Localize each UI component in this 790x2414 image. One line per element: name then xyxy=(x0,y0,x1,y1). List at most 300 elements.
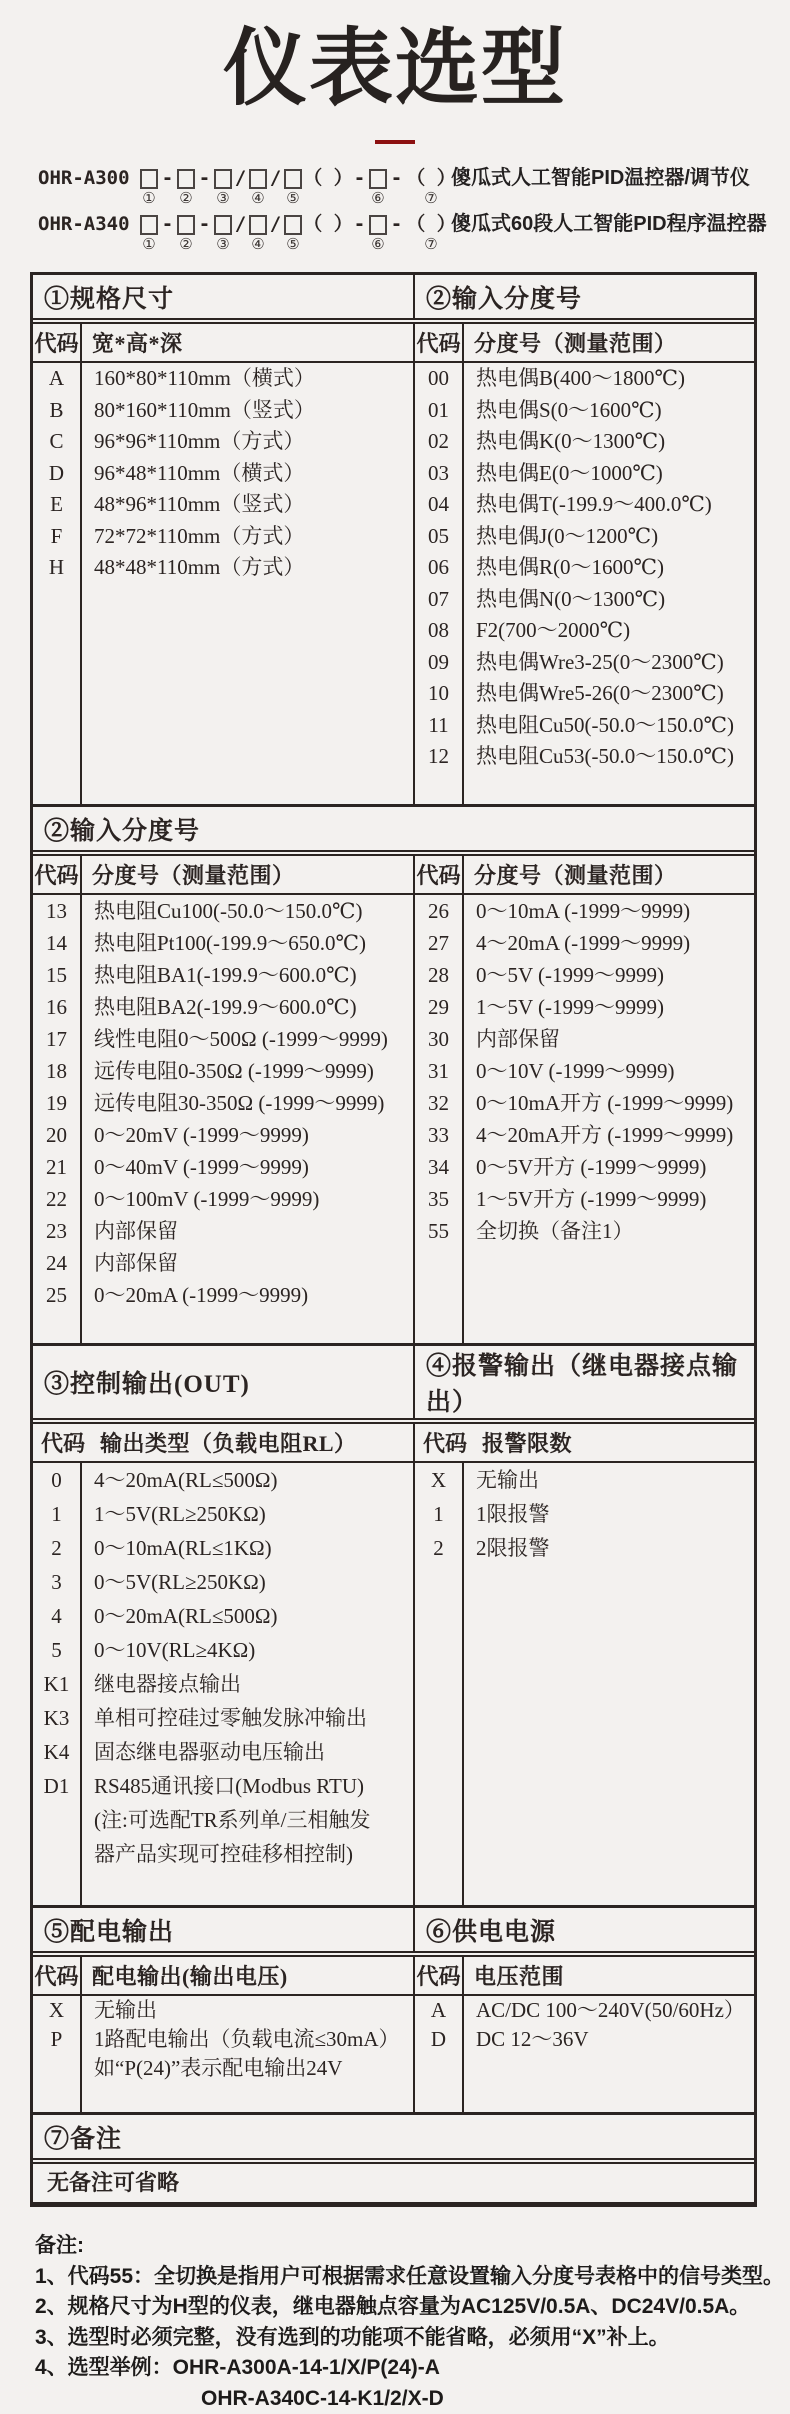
table-row xyxy=(33,1565,413,1599)
row-value xyxy=(82,1151,413,1183)
section-title-row xyxy=(33,275,754,320)
table-block xyxy=(30,272,757,807)
code-box-slot xyxy=(138,212,160,254)
subtable-left xyxy=(33,856,413,1343)
table-row xyxy=(415,647,754,679)
option-box xyxy=(177,169,195,189)
row-value-line: 热电偶Wre3-25(0～2300℃) xyxy=(476,649,724,674)
row-value-line: AC/DC 100～240V(50/60Hz） xyxy=(476,1998,745,2023)
row-value xyxy=(82,1633,413,1667)
table-row xyxy=(415,1497,754,1531)
row-value xyxy=(82,1183,413,1215)
row-value xyxy=(464,1119,754,1151)
rows xyxy=(33,363,413,804)
section-title: ⑥供电电源 xyxy=(413,1908,754,1951)
row-code: 03 xyxy=(415,458,464,490)
table-row xyxy=(415,1183,754,1215)
table-row xyxy=(33,895,413,927)
table-row xyxy=(415,1119,754,1151)
position-number: ⑥ xyxy=(371,191,385,208)
table-row xyxy=(415,552,754,584)
subtable-right xyxy=(413,856,754,1343)
row-code: 1 xyxy=(415,1497,464,1531)
option-box xyxy=(249,169,267,189)
section-title-row xyxy=(33,2115,754,2160)
table-row xyxy=(415,1215,754,1247)
row-value xyxy=(464,1497,754,1531)
row-value-line: 1～5V开方 (-1999～9999) xyxy=(476,1187,707,1212)
row-value-line: 热电偶E(0～1000℃) xyxy=(476,460,663,485)
row-value xyxy=(82,489,413,521)
row-code: 15 xyxy=(33,959,82,991)
row-value xyxy=(82,1119,413,1151)
row-code xyxy=(415,2054,464,2112)
table-row xyxy=(415,584,754,616)
empty-space xyxy=(415,1565,754,1905)
row-code: 0 xyxy=(33,1463,82,1497)
row-value-line: 热电偶R(0～1600℃) xyxy=(476,555,664,580)
option-box xyxy=(177,215,195,235)
row-value xyxy=(82,1087,413,1119)
table-row xyxy=(415,959,754,991)
row-value xyxy=(464,1151,754,1183)
row-value xyxy=(464,1247,754,1343)
row-value xyxy=(464,426,754,458)
row-value-line: 热电偶J(0～1200℃) xyxy=(476,523,659,548)
row-value-line: 热电阻BA1(-199.9～600.0℃) xyxy=(94,963,357,988)
table-row xyxy=(33,1497,413,1531)
row-code: P xyxy=(33,2025,82,2083)
row-value-line: 0～5V(RL≥250KΩ) xyxy=(94,1570,266,1595)
row-code xyxy=(33,1871,82,1905)
row-code: H xyxy=(33,552,82,584)
row-value-line: 无输出 xyxy=(476,1468,539,1493)
row-value xyxy=(464,1565,754,1905)
table-row xyxy=(33,1769,413,1871)
row-value xyxy=(464,458,754,490)
table-row xyxy=(33,1215,413,1247)
row-value-line: 内部保留 xyxy=(94,1251,178,1276)
col-header-code: 代码 xyxy=(415,856,464,893)
row-value xyxy=(464,1183,754,1215)
table-row xyxy=(33,552,413,584)
table-row xyxy=(33,1701,413,1735)
table-row xyxy=(33,1183,413,1215)
model-description: 傻瓜式人工智能PID温控器/调节仪 xyxy=(451,167,750,190)
note-item: 4、选型举例：OHR-A300A-14-1/X/P(24)-A xyxy=(35,2356,440,2380)
col-header-code: 代码 xyxy=(423,1431,468,1457)
row-value-line: 热电阻Pt100(-199.9～650.0℃) xyxy=(94,931,366,956)
row-value-line: 72*72*110mm（方式） xyxy=(94,523,305,548)
row-code: 04 xyxy=(415,489,464,521)
row-value xyxy=(82,1599,413,1633)
row-value-line: 内部保留 xyxy=(94,1219,178,1244)
row-code: 01 xyxy=(415,395,464,427)
row-value xyxy=(82,1247,413,1279)
row-code: B xyxy=(33,395,82,427)
header-row xyxy=(415,1424,754,1463)
table-row: 无备注可省略 xyxy=(47,2170,180,2196)
row-value xyxy=(82,927,413,959)
bottom-notes xyxy=(35,2231,790,2414)
row-value xyxy=(464,363,754,395)
row-code: 22 xyxy=(33,1183,82,1215)
row-code: 14 xyxy=(33,927,82,959)
row-value-line: 48*48*110mm（方式） xyxy=(94,555,305,580)
model-order-codes xyxy=(38,166,790,258)
table-block xyxy=(30,2112,757,2207)
row-value-line: 热电偶S(0～1600℃) xyxy=(476,397,662,422)
position-number: ⑦ xyxy=(424,237,438,254)
row-value-line: 0～20mA (-1999～9999) xyxy=(94,1283,309,1308)
code-separator: （ ） ⑦ xyxy=(406,213,456,254)
empty-space xyxy=(415,773,754,805)
code-box-slot xyxy=(212,166,234,208)
subtable-right xyxy=(413,1424,754,1905)
row-value-line: 96*96*110mm（方式） xyxy=(94,429,305,454)
table-row xyxy=(33,2025,413,2083)
row-value-line: DC 12～36V xyxy=(476,2027,589,2052)
row-value xyxy=(464,647,754,679)
empty-space xyxy=(33,1871,413,1905)
row-value-line: 1～5V(RL≥250KΩ) xyxy=(94,1502,266,1527)
model-line xyxy=(38,212,790,258)
note-item: 2、规格尺寸为H型的仪表，继电器触点容量为AC125V/0.5A、DC24V/0.5A。 xyxy=(35,2295,751,2319)
code-separator: / xyxy=(234,167,247,190)
row-code xyxy=(33,584,82,805)
row-code: 55 xyxy=(415,1215,464,1247)
section-title: ②输入分度号 xyxy=(44,817,201,845)
row-value-line: 160*80*110mm（横式） xyxy=(94,366,315,391)
row-value-line: 4～20mA(RL≤500Ω) xyxy=(94,1468,278,1493)
position-number: ⑤ xyxy=(286,237,300,254)
col-header-code: 代码 xyxy=(41,1431,86,1457)
row-value xyxy=(82,363,413,395)
row-code: 4 xyxy=(33,1599,82,1633)
empty-space xyxy=(415,2054,754,2112)
row-value xyxy=(82,895,413,927)
table-row xyxy=(415,1087,754,1119)
row-code xyxy=(33,1311,82,1343)
row-value-line: 线性电阻0～500Ω (-1999～9999) xyxy=(94,1027,388,1052)
row-code: 3 xyxy=(33,1565,82,1599)
row-value-line: F2(700～2000℃) xyxy=(476,618,631,643)
row-value-line: 4～20mA开方 (-1999～9999) xyxy=(476,1123,734,1148)
rows xyxy=(415,895,754,1343)
code-separator: / xyxy=(234,213,247,236)
row-value xyxy=(464,991,754,1023)
row-value-line: 0～10mA (-1999～9999) xyxy=(476,899,691,924)
table-row xyxy=(415,615,754,647)
row-value xyxy=(82,1215,413,1247)
col-header-value: 输出类型（负载电阻RL） xyxy=(100,1431,357,1457)
row-value xyxy=(82,395,413,427)
row-code: 5 xyxy=(33,1633,82,1667)
rows xyxy=(415,1996,754,2112)
row-code: 20 xyxy=(33,1119,82,1151)
notes-heading: 备注: xyxy=(35,2234,84,2258)
code-box-slot xyxy=(212,212,234,254)
row-code: 18 xyxy=(33,1055,82,1087)
model-name: OHR-A340 xyxy=(38,213,130,236)
position-number: ④ xyxy=(251,191,265,208)
row-value xyxy=(464,1023,754,1055)
row-code: 13 xyxy=(33,895,82,927)
row-value-line: 48*96*110mm（竖式） xyxy=(94,492,305,517)
position-number: ① xyxy=(142,191,156,208)
row-value xyxy=(82,584,413,805)
rows xyxy=(415,1463,754,1905)
position-number: ④ xyxy=(251,237,265,254)
row-value xyxy=(464,959,754,991)
row-value-line: 0～10mA(RL≤1KΩ) xyxy=(94,1536,272,1561)
table-body xyxy=(33,856,754,1343)
col-header-value: 分度号（测量范围） xyxy=(474,863,677,889)
row-code: 23 xyxy=(33,1215,82,1247)
code-separator: - xyxy=(390,167,403,190)
empty-space xyxy=(33,2083,413,2112)
table-row xyxy=(33,489,413,521)
row-value-line: (注:可选配TR系列单/三相触发 xyxy=(94,1808,371,1833)
empty-space xyxy=(415,1247,754,1343)
row-code: X xyxy=(415,1463,464,1497)
table-row xyxy=(33,458,413,490)
table-row xyxy=(33,1633,413,1667)
table-row xyxy=(33,927,413,959)
row-code: 16 xyxy=(33,991,82,1023)
table-row xyxy=(33,1247,413,1279)
row-code: 07 xyxy=(415,584,464,616)
code-box-slot xyxy=(367,166,389,208)
row-value xyxy=(82,521,413,553)
code-separator: - xyxy=(161,167,174,190)
option-box xyxy=(214,215,232,235)
row-value-line: RS485通讯接口(Modbus RTU) xyxy=(94,1774,365,1799)
row-code: 29 xyxy=(415,991,464,1023)
row-code: 25 xyxy=(33,1279,82,1311)
table-row xyxy=(415,741,754,773)
row-code: F xyxy=(33,521,82,553)
row-value-line: 1限报警 xyxy=(476,1502,550,1527)
order-code xyxy=(138,212,458,254)
table-row xyxy=(415,991,754,1023)
row-value xyxy=(82,1023,413,1055)
code-box-slot xyxy=(282,166,304,208)
row-value-line: 热电阻Cu100(-50.0～150.0℃) xyxy=(94,899,363,924)
table-row xyxy=(33,991,413,1023)
code-box-slot xyxy=(138,166,160,208)
row-code xyxy=(33,2083,82,2112)
position-number: ② xyxy=(179,191,193,208)
table-row xyxy=(415,1996,754,2025)
row-code: 26 xyxy=(415,895,464,927)
col-header-code: 代码 xyxy=(33,324,82,361)
row-value xyxy=(82,1735,413,1769)
position-number: ① xyxy=(142,237,156,254)
position-number: ② xyxy=(179,237,193,254)
section-title-row xyxy=(33,807,754,852)
row-value-line: 96*48*110mm（横式） xyxy=(94,460,305,485)
row-value xyxy=(82,1565,413,1599)
row-value xyxy=(82,426,413,458)
row-value xyxy=(464,1087,754,1119)
row-code: 31 xyxy=(415,1055,464,1087)
table-row xyxy=(415,521,754,553)
row-code: D xyxy=(33,458,82,490)
row-value-line: 固态继电器驱动电压输出 xyxy=(94,1740,325,1765)
row-value xyxy=(464,395,754,427)
col-header-code: 代码 xyxy=(415,1957,464,1994)
row-value xyxy=(82,1667,413,1701)
table-block xyxy=(30,1905,757,2115)
row-value-line: 热电偶B(400～1800℃) xyxy=(476,366,685,391)
table-block xyxy=(30,804,757,1346)
row-code: 06 xyxy=(415,552,464,584)
row-value-line: 4～20mA (-1999～9999) xyxy=(476,931,691,956)
col-header-value: 宽*高*深 xyxy=(92,331,183,357)
row-value xyxy=(82,458,413,490)
table-row xyxy=(33,363,413,395)
subtable-right xyxy=(413,324,754,804)
table-block xyxy=(30,1343,757,1908)
row-value xyxy=(82,1871,413,1905)
row-code: 28 xyxy=(415,959,464,991)
subtable-left xyxy=(33,1957,413,2112)
header-row xyxy=(33,324,413,363)
table-row xyxy=(415,678,754,710)
empty-space xyxy=(33,1311,413,1343)
row-value-line: 器产品实现可控硅移相控制) xyxy=(94,1842,353,1867)
table-row xyxy=(33,1667,413,1701)
code-separator: / xyxy=(269,213,282,236)
order-code xyxy=(138,166,458,208)
row-code: 00 xyxy=(415,363,464,395)
table-row xyxy=(415,1531,754,1565)
row-value-line: 2限报警 xyxy=(476,1536,550,1561)
row-value-line: 热电偶T(-199.9～400.0℃) xyxy=(476,492,712,517)
table-row xyxy=(33,1599,413,1633)
col-header-code: 代码 xyxy=(415,324,464,361)
row-value-line: 如“P(24)”表示配电输出24V xyxy=(94,2056,343,2081)
table-body xyxy=(33,2164,754,2202)
option-box xyxy=(369,169,387,189)
row-code: 24 xyxy=(33,1247,82,1279)
row-value xyxy=(82,1055,413,1087)
row-value-line: 热电偶K(0～1300℃) xyxy=(476,429,666,454)
code-separator: （ ） xyxy=(303,167,353,190)
col-header-value: 配电输出(输出电压) xyxy=(92,1964,288,1990)
page xyxy=(0,21,790,2410)
row-code: D1 xyxy=(33,1769,82,1871)
row-code: 2 xyxy=(33,1531,82,1565)
row-code xyxy=(415,773,464,805)
row-value xyxy=(464,741,754,773)
rows xyxy=(33,1463,413,1905)
row-code xyxy=(415,1565,464,1905)
row-value xyxy=(464,2054,754,2112)
row-code: E xyxy=(33,489,82,521)
row-value xyxy=(464,584,754,616)
row-code: A xyxy=(415,1996,464,2025)
section-title: ④报警输出（继电器接点输出） xyxy=(413,1346,754,1418)
table-row xyxy=(33,1279,413,1311)
row-value-line: 全切换（备注1） xyxy=(476,1219,634,1244)
row-code: A xyxy=(33,363,82,395)
table-row xyxy=(33,1023,413,1055)
row-code: D xyxy=(415,2025,464,2054)
subtable-left xyxy=(33,1424,413,1905)
row-value xyxy=(464,1531,754,1565)
row-value xyxy=(464,895,754,927)
row-value-line: 0～10V (-1999～9999) xyxy=(476,1059,675,1084)
page-title: 仪表选型 xyxy=(222,21,567,115)
table-row xyxy=(415,1023,754,1055)
section-title: ③控制输出(OUT) xyxy=(44,1371,250,1399)
row-value-line: 热电阻Cu53(-50.0～150.0℃) xyxy=(476,744,734,769)
section-title: ①规格尺寸 xyxy=(44,285,175,313)
table-row xyxy=(415,895,754,927)
row-value xyxy=(464,615,754,647)
position-number: ③ xyxy=(216,237,230,254)
table-row xyxy=(415,458,754,490)
code-box-slot xyxy=(175,212,197,254)
row-code: 12 xyxy=(415,741,464,773)
row-code: 2 xyxy=(415,1531,464,1565)
col-header-code: 代码 xyxy=(33,1957,82,1994)
table-row xyxy=(415,927,754,959)
section-title: ⑦备注 xyxy=(44,2125,123,2153)
table-row xyxy=(415,710,754,742)
row-code: 17 xyxy=(33,1023,82,1055)
section-title-row xyxy=(33,1346,754,1420)
table-row xyxy=(33,426,413,458)
model-description: 傻瓜式60段人工智能PID程序温控器 xyxy=(451,213,767,236)
row-value xyxy=(82,1769,413,1871)
row-value xyxy=(464,1055,754,1087)
section-title-row xyxy=(33,1908,754,1953)
col-header-value: 电压范围 xyxy=(474,1964,565,1990)
note-example-line2: OHR-A340C-14-K1/2/X-D xyxy=(201,2386,444,2410)
row-code: K3 xyxy=(33,1701,82,1735)
table-row xyxy=(33,1996,413,2025)
table-row xyxy=(33,959,413,991)
note-item: 1、代码55：全切换是指用户可根据需求任意设置输入分度号表格中的信号类型。 xyxy=(35,2264,785,2288)
row-code: K1 xyxy=(33,1667,82,1701)
header-row xyxy=(415,856,754,895)
row-code: 08 xyxy=(415,615,464,647)
table-row xyxy=(415,2025,754,2054)
row-value-line: 远传电阻0-350Ω (-1999～9999) xyxy=(94,1059,374,1084)
table-row xyxy=(33,1735,413,1769)
code-box-slot xyxy=(247,166,269,208)
table-row xyxy=(33,1055,413,1087)
table-body xyxy=(33,1424,754,1905)
section-title: ②输入分度号 xyxy=(413,275,754,318)
code-separator: - xyxy=(198,213,211,236)
row-value xyxy=(464,710,754,742)
table-row xyxy=(33,1151,413,1183)
code-separator: - xyxy=(161,213,174,236)
row-code: 11 xyxy=(415,710,464,742)
row-value xyxy=(464,1463,754,1497)
row-value xyxy=(464,773,754,805)
position-number: ⑥ xyxy=(371,237,385,254)
header-row xyxy=(415,324,754,363)
row-value-line: 热电偶N(0～1300℃) xyxy=(476,586,666,611)
header-row xyxy=(33,1424,413,1463)
code-separator: - xyxy=(353,213,366,236)
code-separator: （ ） ⑦ xyxy=(406,167,456,208)
